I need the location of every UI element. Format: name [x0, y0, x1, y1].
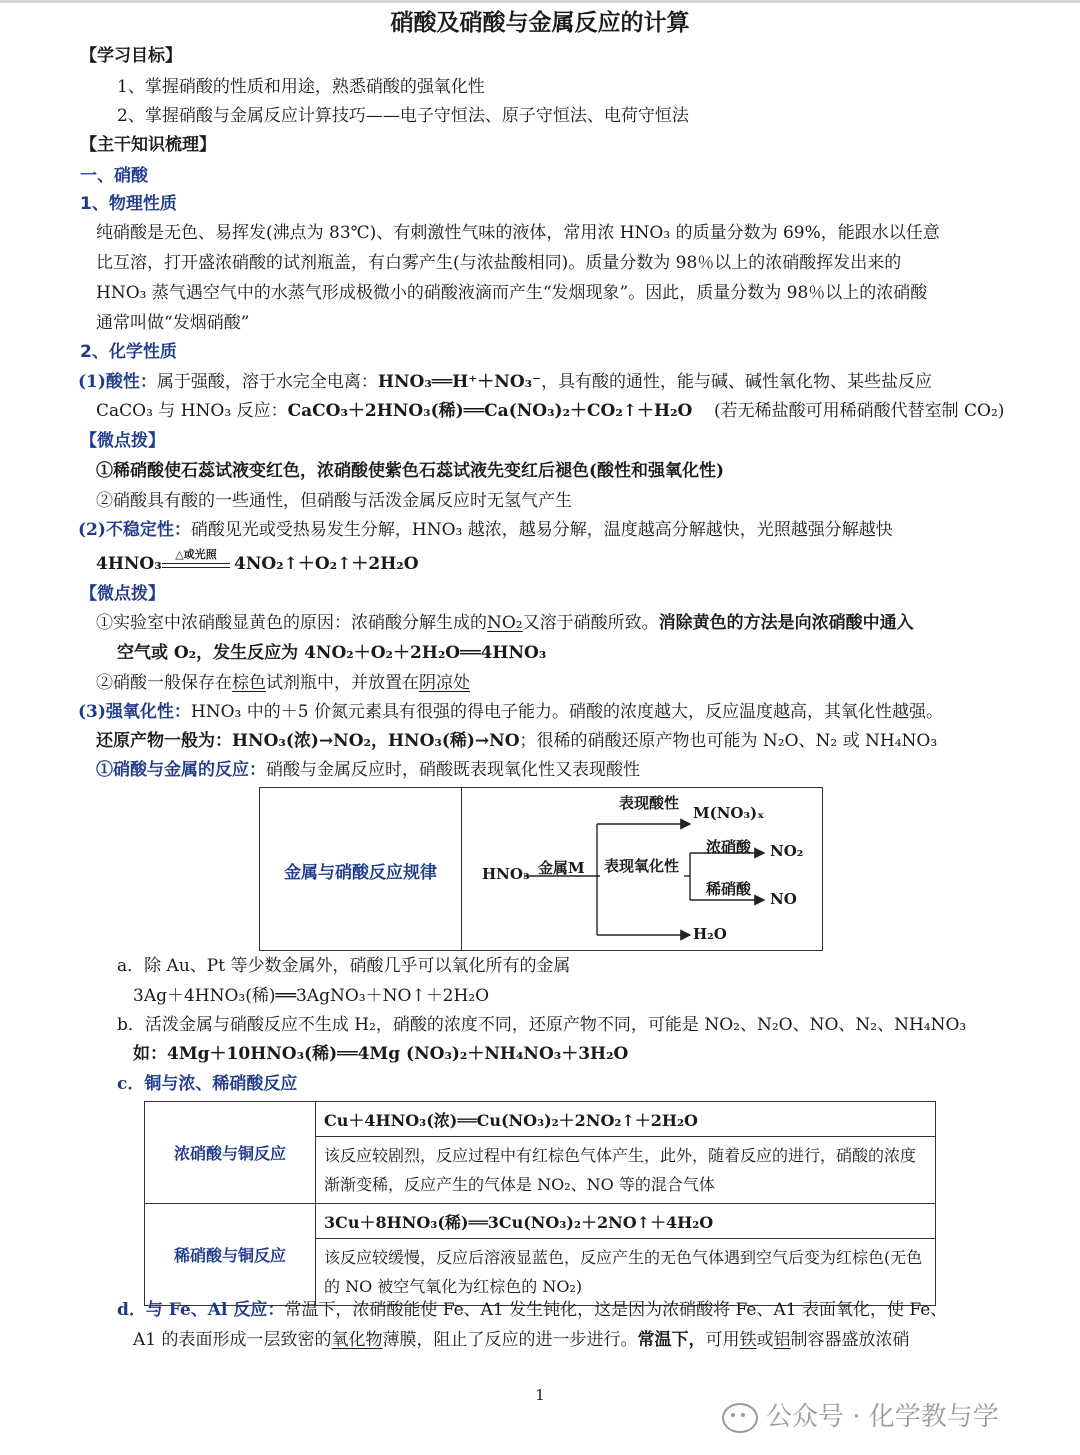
- tip-header: 【微点拨】: [80, 584, 165, 604]
- point-a: a．除 Au、Pt 等少数金属外，硝酸几乎可以氧化所有的金属: [117, 956, 571, 976]
- page-number: 1: [535, 1386, 545, 1404]
- copper-reaction-table: [144, 1101, 936, 1306]
- tip-storage-line: [96, 671, 470, 695]
- metal-label: ①硝酸与金属的反应：: [96, 760, 266, 780]
- physical-heading: 1、物理性质: [80, 194, 177, 214]
- watermark: [722, 1396, 999, 1433]
- wechat-icon: [722, 1403, 758, 1433]
- decomp-condition: △或光照: [175, 548, 217, 561]
- point-d-line2: [133, 1328, 910, 1352]
- goal-item: 1、掌握硝酸的性质和用途，熟悉硝酸的强氧化性: [117, 77, 485, 97]
- caco3-text: CaCO₃ 与 HNO₃ 反应：: [96, 401, 288, 421]
- unstable-line: [78, 518, 893, 542]
- diagram-hno3: HNO₃: [482, 865, 530, 883]
- tip-text: 试剂瓶中，并放置在: [266, 673, 419, 693]
- metal-line: [96, 758, 640, 782]
- acid-line: [78, 370, 932, 394]
- caco3-note: (若无稀盐酸可用稀硝酸代替室制 CO₂): [714, 401, 1005, 421]
- oxidation-line: [78, 700, 943, 724]
- reduction-line: [96, 729, 937, 753]
- tip-yellow-line: [96, 611, 914, 635]
- conc-copper-description: 该反应较剧烈，反应过程中有红棕色气体产生，此外，随着反应的进行，硝酸的浓度渐渐变稀，反应产生的气体是 NO₂、NO 等的混合气体: [316, 1137, 936, 1204]
- diagram-oxidation: 表现氧化性: [604, 857, 680, 875]
- diagram-no: NO: [770, 890, 797, 908]
- table-row: [145, 1102, 936, 1137]
- caco3-equation: CaCO₃＋2HNO₃(稀)══Ca(NO₃)₂＋CO₂↑＋H₂O: [287, 401, 693, 421]
- reaction-rule-diagram: [259, 787, 823, 951]
- physical-text: 通常叫做“发烟硝酸”: [96, 313, 250, 333]
- acid-label: (1)酸性：: [78, 372, 157, 392]
- knowledge-header: 【主干知识梳理】: [80, 135, 216, 155]
- tip-bold: 消除黄色的方法是向浓硝酸中通入: [658, 613, 914, 633]
- goals-header: 【学习目标】: [80, 46, 182, 66]
- point-d-underlined: 铝: [773, 1330, 791, 1350]
- diagram-acidity: 表现酸性: [619, 794, 680, 812]
- dilute-copper-equation: 3Cu＋8HNO₃(稀)══3Cu(NO₃)₂＋2NO↑＋4H₂O: [316, 1204, 936, 1239]
- watermark-text: 公众号 · 化学教与学: [766, 1402, 999, 1432]
- decomp-left: 4HNO₃: [96, 554, 162, 574]
- point-b: b．活泼金属与硝酸反应不生成 H₂，硝酸的浓度不同，还原产物不同，可能是 NO₂、N₂O、NO、N₂、NH₄NO₃: [117, 1015, 967, 1035]
- point-d-bold: 常温下，: [637, 1330, 706, 1350]
- diagram-dilute: 稀硝酸: [706, 880, 752, 898]
- point-d-text: A1 的表面形成一层致密的: [133, 1330, 332, 1350]
- metal-text: 硝酸与金属反应时，硝酸既表现氧化性又表现酸性: [266, 760, 640, 780]
- tip-text: ①实验室中浓硝酸显黄色的原因：浓硝酸分解生成的: [96, 613, 487, 633]
- physical-text: 纯硝酸是无色、易挥发(沸点为 83℃)、有刺激性气味的液体，常用浓 HNO₃ 的质量分数为 69%，能跟水以任意: [96, 223, 940, 243]
- caco3-line: [96, 399, 1004, 423]
- tip-yellow-reaction: 空气或 O₂，发生反应为 4NO₂＋O₂＋2H₂O══4HNO₃: [117, 643, 547, 663]
- page-title: 硝酸及硝酸与金属反应的计算: [390, 10, 690, 36]
- point-d-text: 常温下，浓硝酸能使 Fe、A1 发生钝化，这是因为浓硝酸将 Fe、A1 表面氧化，使 Fe、: [284, 1300, 948, 1320]
- diagram-h2o: H₂O: [693, 925, 727, 943]
- dilute-copper-label: 稀硝酸与铜反应: [145, 1204, 316, 1306]
- tip-header: 【微点拨】: [80, 431, 165, 451]
- oxidation-text: HNO₃ 中的＋5 价氮元素具有很强的得电子能力。硝酸的浓度越大，反应温度越高，其氧化性越强。: [190, 702, 943, 722]
- point-d-underlined: 氧化物: [331, 1330, 383, 1350]
- conc-copper-label: 浓硝酸与铜反应: [145, 1102, 316, 1204]
- point-d-text: 制容器盛放浓硝: [790, 1330, 910, 1350]
- point-d-text: 或: [756, 1330, 774, 1350]
- physical-text: 比互溶，打开盛浓硝酸的试剂瓶盖，有白雾产生(与浓盐酸相同)。质量分数为 98％以上的浓硝酸挥发出来的: [96, 253, 902, 273]
- point-d-line1: [117, 1298, 947, 1322]
- point-c: c．铜与浓、稀硝酸反应: [117, 1074, 298, 1094]
- chemical-heading: 2、化学性质: [80, 342, 177, 362]
- acid-text: 属于强酸，溶于水完全电离：: [156, 372, 378, 392]
- reduction-label: 还原产物一般为：HNO₃(浓)→NO₂，HNO₃(稀)→NO: [96, 731, 520, 751]
- conc-copper-equation: Cu＋4HNO₃(浓)══Cu(NO₃)₂＋2NO₂↑＋2H₂O: [316, 1102, 936, 1137]
- tip-underlined: 棕色: [232, 673, 266, 693]
- diagram-left-cell: [260, 788, 462, 950]
- diagram-no2: NO₂: [770, 842, 804, 860]
- unstable-label: (2)不稳定性：: [78, 520, 191, 540]
- diagram-salt: M(NO₃)ₓ: [693, 804, 765, 822]
- top-edge: [0, 0, 1080, 3]
- decomp-right: 4NO₂↑＋O₂↑＋2H₂O: [234, 554, 419, 574]
- tip-underlined: NO₂: [487, 613, 523, 633]
- physical-text: HNO₃ 蒸气遇空气中的水蒸气形成极微小的硝酸液滴而产生“发烟现象”。因此，质量分数为 98％以上的浓硝酸: [96, 283, 928, 303]
- point-d-text: 可用: [705, 1330, 740, 1350]
- tip-text: ②硝酸一般保存在: [96, 673, 232, 693]
- tip-underlined: 阴凉处: [419, 673, 470, 693]
- decomp-arrow-line: [162, 567, 230, 568]
- point-a-equation: 3Ag＋4HNO₃(稀)══3AgNO₃＋NO↑＋2H₂O: [133, 986, 490, 1006]
- decomp-arrow-line: [162, 563, 230, 564]
- tip-item: ②硝酸具有酸的一些通性，但硝酸与活泼金属反应时无氢气产生: [96, 491, 572, 511]
- oxidation-label: (3)强氧化性：: [78, 702, 191, 722]
- acid-text: ，具有酸的通性，能与碱、碱性氧化物、某些盐反应: [541, 372, 933, 392]
- tip-item: ①稀硝酸使石蕊试液变红色，浓硝酸使紫色石蕊试液先变红后褪色(酸性和强氧化性): [96, 461, 725, 481]
- point-d-label: d．与 Fe、Al 反应：: [117, 1300, 285, 1320]
- diagram-conc: 浓硝酸: [706, 838, 752, 856]
- point-d-underlined: 铁: [739, 1330, 757, 1350]
- diagram-metal: 金属M: [538, 859, 585, 877]
- unstable-text: 硝酸见光或受热易发生分解，HNO₃ 越浓，越易分解，温度越高分解越快，光照越强分解越快: [190, 520, 893, 540]
- table-row: [145, 1204, 936, 1239]
- point-d-text: 薄膜，阻止了反应的进一步进行。: [382, 1330, 638, 1350]
- ionization-equation: HNO₃══H⁺＋NO₃⁻: [377, 372, 542, 392]
- point-b-equation: 如：4Mg＋10HNO₃(稀)══4Mg (NO₃)₂＋NH₄NO₃＋3H₂O: [133, 1044, 629, 1064]
- section-heading: 一、硝酸: [80, 166, 148, 186]
- dilute-copper-description: 该反应较缓慢，反应后溶液显蓝色，反应产生的无色气体遇到空气后变为红棕色(无色的 NO 被空气氧化为红棕色的 NO₂): [316, 1239, 936, 1306]
- goal-item: 2、掌握硝酸与金属反应计算技巧——电子守恒法、原子守恒法、电荷守恒法: [117, 106, 689, 126]
- reduction-text: ；很稀的硝酸还原产物也可能为 N₂O、N₂ 或 NH₄NO₃: [519, 731, 938, 751]
- diagram-rule-label: 金属与硝酸反应规律: [284, 863, 437, 883]
- tip-text: 又溶于硝酸所致。: [522, 613, 659, 633]
